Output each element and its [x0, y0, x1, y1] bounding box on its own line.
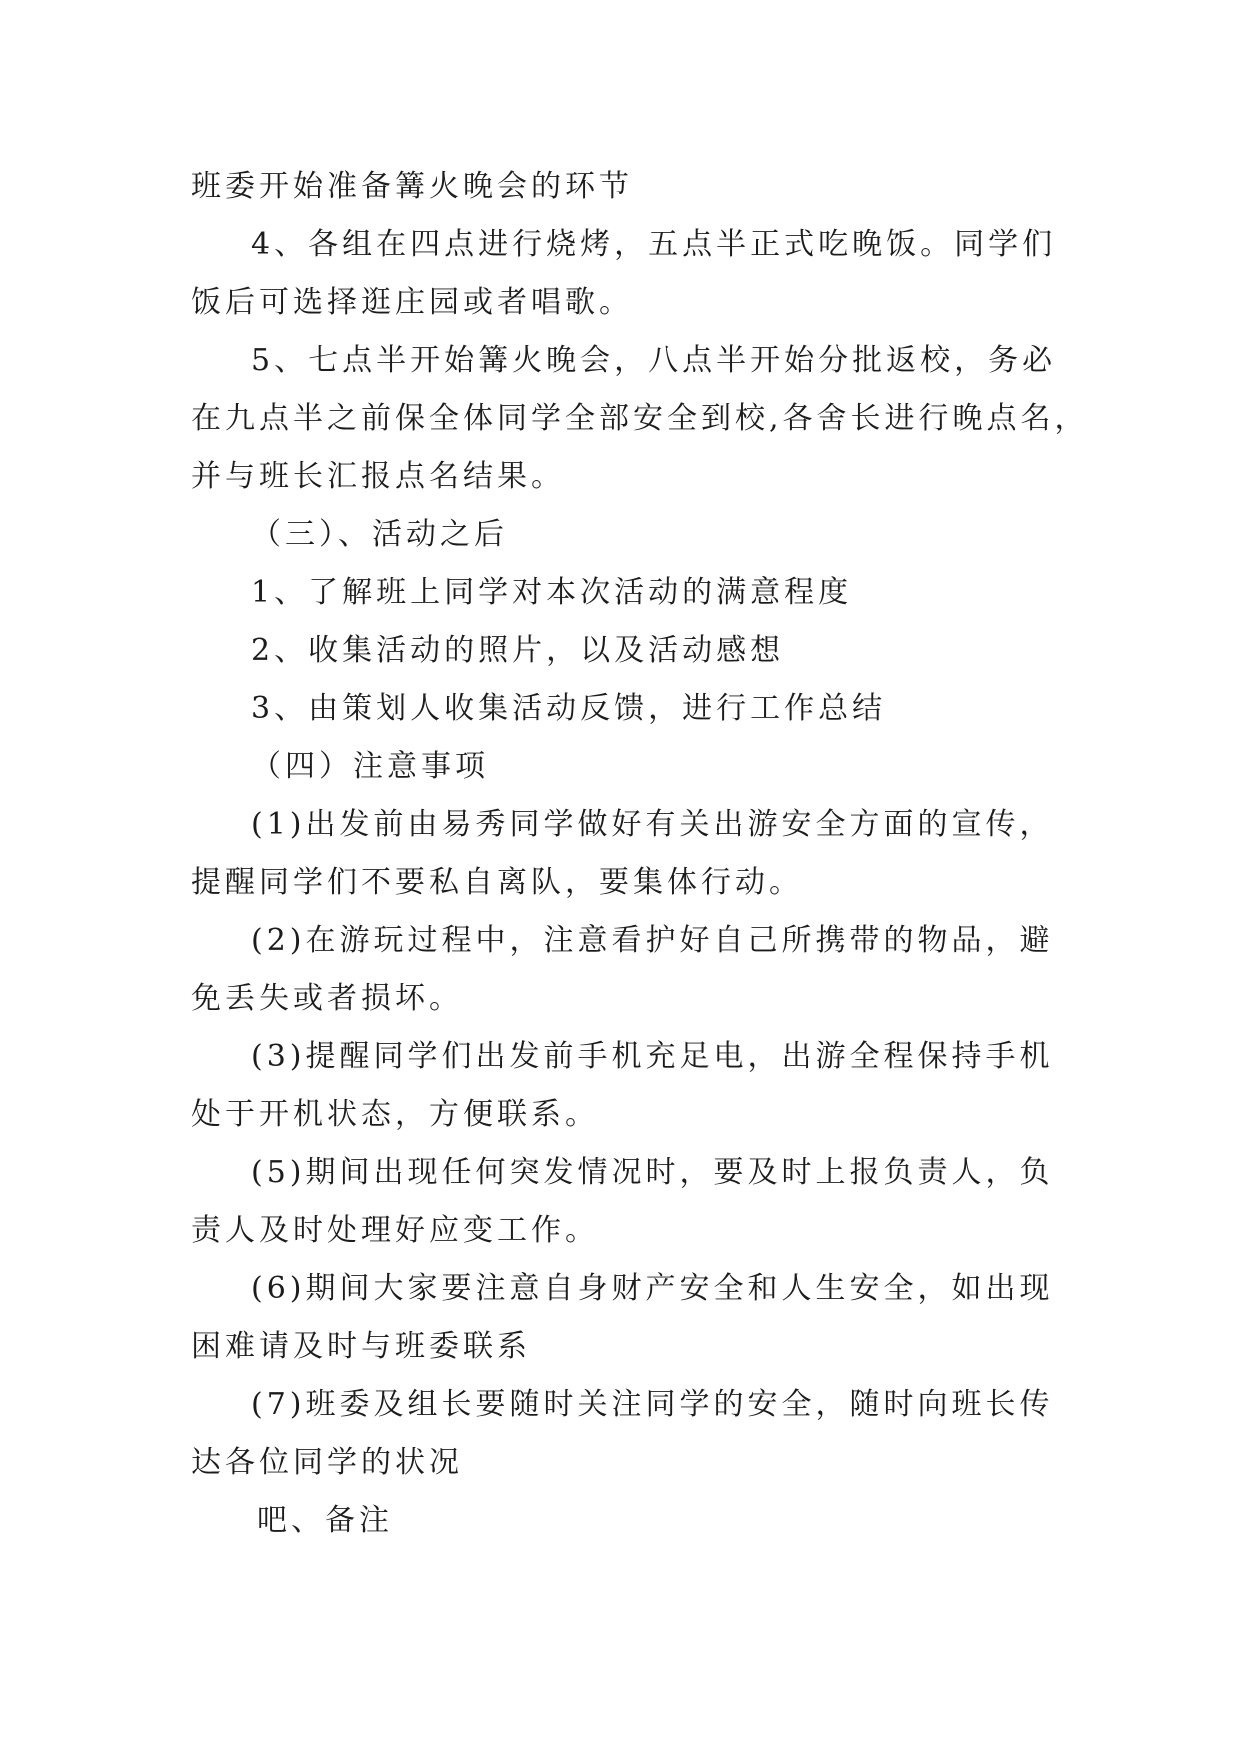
paragraph-line: 4、各组在四点进行烧烤，五点半正式吃晚饭。同学们 [251, 227, 1057, 262]
paragraph-line: 5、七点半开始篝火晚会，八点半开始分批返校，务必 [251, 343, 1057, 378]
paragraph-line: 在九点半之前保全体同学全部安全到校,各舍长进行晚点名， [191, 401, 1089, 436]
list-item: 3、由策划人收集活动反馈，进行工作总结 [251, 691, 887, 726]
paragraph-line: 责人及时处理好应变工作。 [191, 1213, 599, 1248]
paragraph-line: 免丢失或者损坏。 [191, 981, 463, 1016]
section-heading: 吧、备注 [257, 1503, 393, 1538]
section-heading: （四）注意事项 [251, 749, 489, 784]
paragraph-line: 提醒同学们不要私自离队，要集体行动。 [191, 865, 803, 900]
section-heading: （三）、活动之后 [251, 517, 508, 552]
paragraph-line: 班委开始准备篝火晚会的环节 [191, 169, 633, 204]
paragraph-line: 处于开机状态，方便联系。 [191, 1097, 599, 1132]
list-item: (5)期间出现任何突发情况时，要及时上报负责人，负 [251, 1155, 1054, 1190]
paragraph-line: 困难请及时与班委联系 [191, 1329, 531, 1364]
list-item: (1)出发前由易秀同学做好有关出游安全方面的宣传， [251, 807, 1054, 842]
paragraph-line: 并与班长汇报点名结果。 [191, 459, 565, 494]
paragraph-line: 达各位同学的状况 [191, 1445, 463, 1480]
document-body [191, 158, 1089, 1550]
list-item: 2、收集活动的照片，以及活动感想 [251, 633, 785, 668]
list-item: 1、了解班上同学对本次活动的满意程度 [251, 575, 853, 610]
paragraph-line: 饭后可选择逛庄园或者唱歌。 [191, 285, 633, 320]
list-item: (2)在游玩过程中，注意看护好自己所携带的物品，避 [251, 923, 1054, 958]
list-item: (3)提醒同学们出发前手机充足电，出游全程保持手机 [251, 1039, 1054, 1074]
list-item: (7)班委及组长要随时关注同学的安全，随时向班长传 [251, 1387, 1054, 1422]
list-item: (6)期间大家要注意自身财产安全和人生安全，如出现 [251, 1271, 1054, 1306]
